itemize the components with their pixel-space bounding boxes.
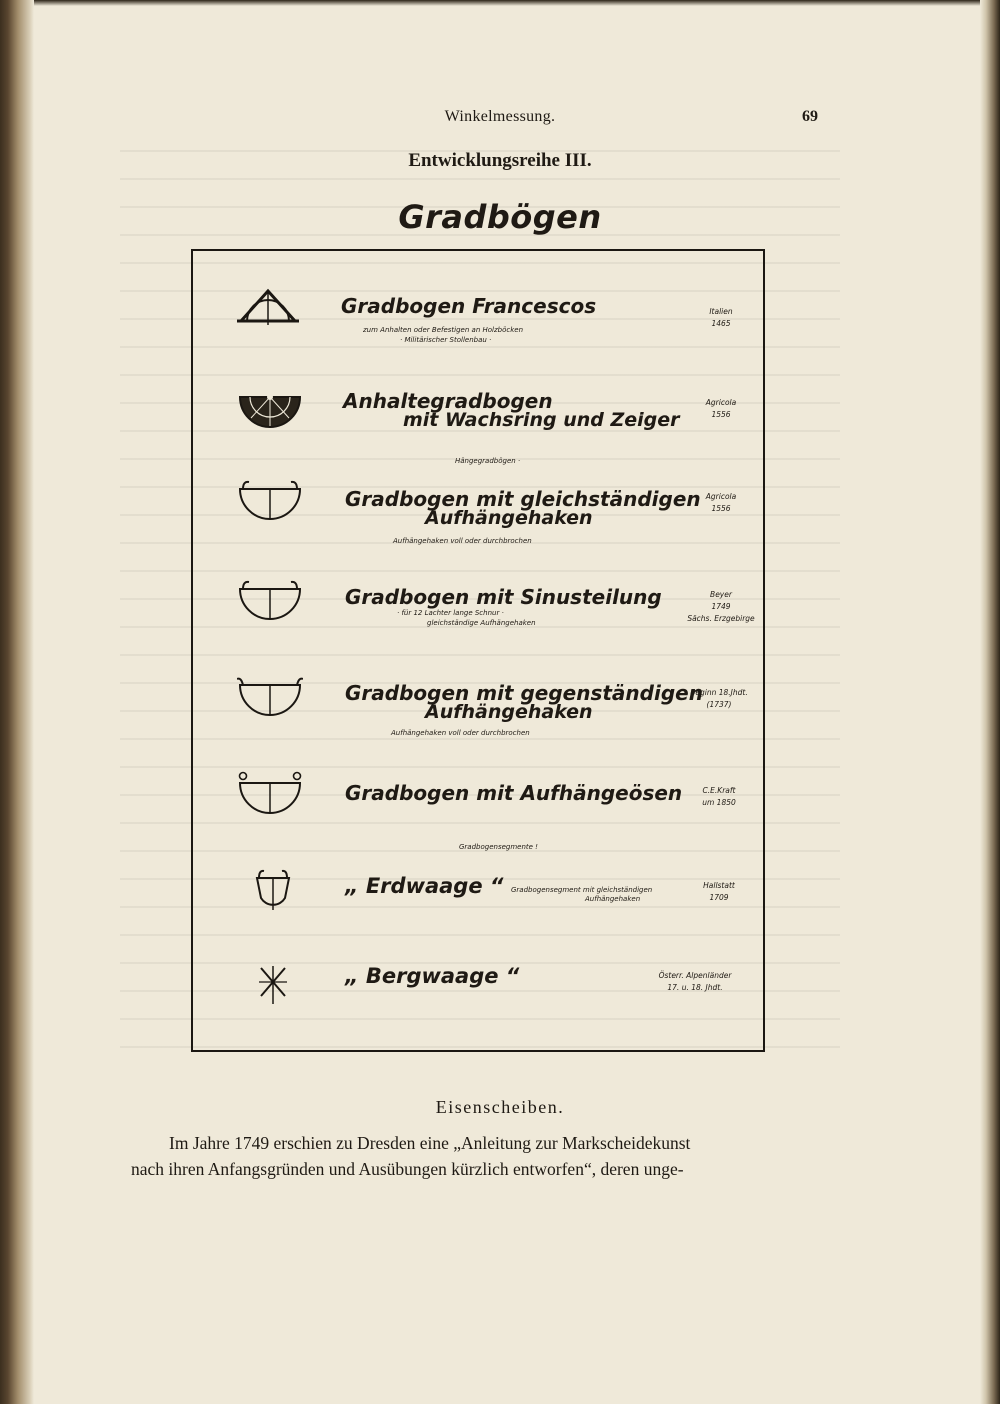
- entry-origin: [691, 491, 751, 515]
- origin-date: 1709: [709, 893, 729, 902]
- entry-origin: [681, 687, 757, 711]
- entry-gradbogen-francescos: [193, 251, 763, 361]
- entry-name: Gradbogen mit gegenständigen: [345, 681, 703, 705]
- plate-frame: [191, 249, 765, 1052]
- origin-place: C.E.Kraft: [702, 786, 736, 795]
- entry-name: Gradbogen mit Sinusteilung: [345, 585, 662, 609]
- origin-date: 1749: [711, 602, 731, 611]
- entry-bergwaage: [193, 956, 763, 1026]
- semicircle-sine-icon: [237, 579, 303, 623]
- origin-date: um 1850: [702, 798, 736, 807]
- running-head: [0, 108, 1000, 132]
- entry-gegenstaendige-haken: [193, 675, 763, 755]
- semicircle-wax-icon: [237, 391, 303, 431]
- entry-name: Anhaltegradbogen: [343, 389, 553, 413]
- plate-heading: Gradbögen: [398, 198, 602, 236]
- origin-date: 17. u. 18. Jhdt.: [667, 983, 723, 992]
- body-line: nach ihren Anfangsgründen und Ausübungen kürzlich entworfen“, deren unge-: [131, 1159, 684, 1179]
- semicircle-hooks-icon: [237, 479, 303, 523]
- entry-origin: [687, 785, 751, 809]
- entry-anhaltegradbogen: [193, 369, 763, 464]
- entry-note: Hängegradbögen ·: [455, 457, 521, 465]
- series-title: Entwicklungsreihe III.: [408, 150, 592, 171]
- body-paragraph: [131, 1130, 831, 1182]
- entry-origin: [691, 880, 747, 904]
- entry-name: Gradbogen mit Aufhängeösen: [345, 781, 683, 805]
- entry-name-2: mit Wachsring und Zeiger: [403, 409, 680, 431]
- entry-note: Aufhängehaken voll oder durchbrochen: [391, 729, 530, 737]
- origin-place: Beyer: [710, 590, 732, 599]
- origin-date: 1556: [711, 410, 731, 419]
- entry-name: „ Bergwaage “: [345, 964, 520, 988]
- entry-note: Gradbogensegmente !: [459, 843, 538, 851]
- entry-note-2: · Militärischer Stollenbau ·: [400, 336, 492, 344]
- cross-bob-icon: [255, 964, 291, 1006]
- entry-name-2: Aufhängehaken: [425, 507, 593, 529]
- segment-icon: [253, 866, 293, 914]
- entry-origin: [683, 589, 759, 625]
- origin-place: Italien: [709, 307, 733, 316]
- entry-name: „ Erdwaage “: [345, 874, 504, 898]
- entry-name: Gradbogen mit gleichständigen: [345, 487, 701, 511]
- entry-note: · für 12 Lachter lange Schnur ·: [397, 609, 504, 617]
- origin-date: 1465: [711, 319, 731, 328]
- origin-place: Österr. Alpenländer: [658, 971, 732, 980]
- entry-note-2: gleichständige Aufhängehaken: [427, 619, 536, 627]
- entry-origin: [691, 397, 751, 421]
- entry-origin: [693, 306, 749, 330]
- triangle-arc-icon: [233, 285, 303, 327]
- entry-origin: [645, 970, 745, 994]
- origin-date: 1556: [711, 504, 731, 513]
- origin-date: (1737): [706, 700, 732, 709]
- origin-place: Beginn 18.Jhdt.: [690, 688, 748, 697]
- running-head-title: Winkelmessung.: [444, 108, 556, 125]
- semicircle-opposed-hooks-icon: [237, 675, 303, 719]
- semicircle-eyes-icon: [237, 771, 303, 817]
- origin-place: Agricola: [705, 492, 737, 501]
- entry-note: Gradbogensegment mit gleichständigen: [511, 886, 653, 894]
- entry-aufhaengeoesen: [193, 771, 763, 851]
- body-line: Im Jahre 1749 erschien zu Dresden eine „Anleitung zur Markscheidekunst: [169, 1133, 691, 1153]
- origin-region: Sächs. Erzgebirge: [687, 614, 755, 623]
- origin-place: Hallstatt: [703, 881, 735, 890]
- page-number: 69: [802, 108, 818, 125]
- section-title: Eisenscheiben.: [435, 1097, 565, 1117]
- entry-name-2: Aufhängehaken: [425, 701, 593, 723]
- entry-note: Aufhängehaken voll oder durchbrochen: [393, 537, 532, 545]
- page-top-edge: [0, 0, 1000, 6]
- entry-name: Gradbogen Francescos: [341, 294, 597, 318]
- entry-sinusteilung: [193, 579, 763, 659]
- entry-note-2: Aufhängehaken: [585, 895, 641, 903]
- entry-erdwaage: [193, 866, 763, 936]
- entry-gleichstaendige-haken: [193, 479, 763, 559]
- entry-note: zum Anhalten oder Befestigen an Holzböcken: [363, 326, 524, 334]
- origin-place: Agricola: [705, 398, 737, 407]
